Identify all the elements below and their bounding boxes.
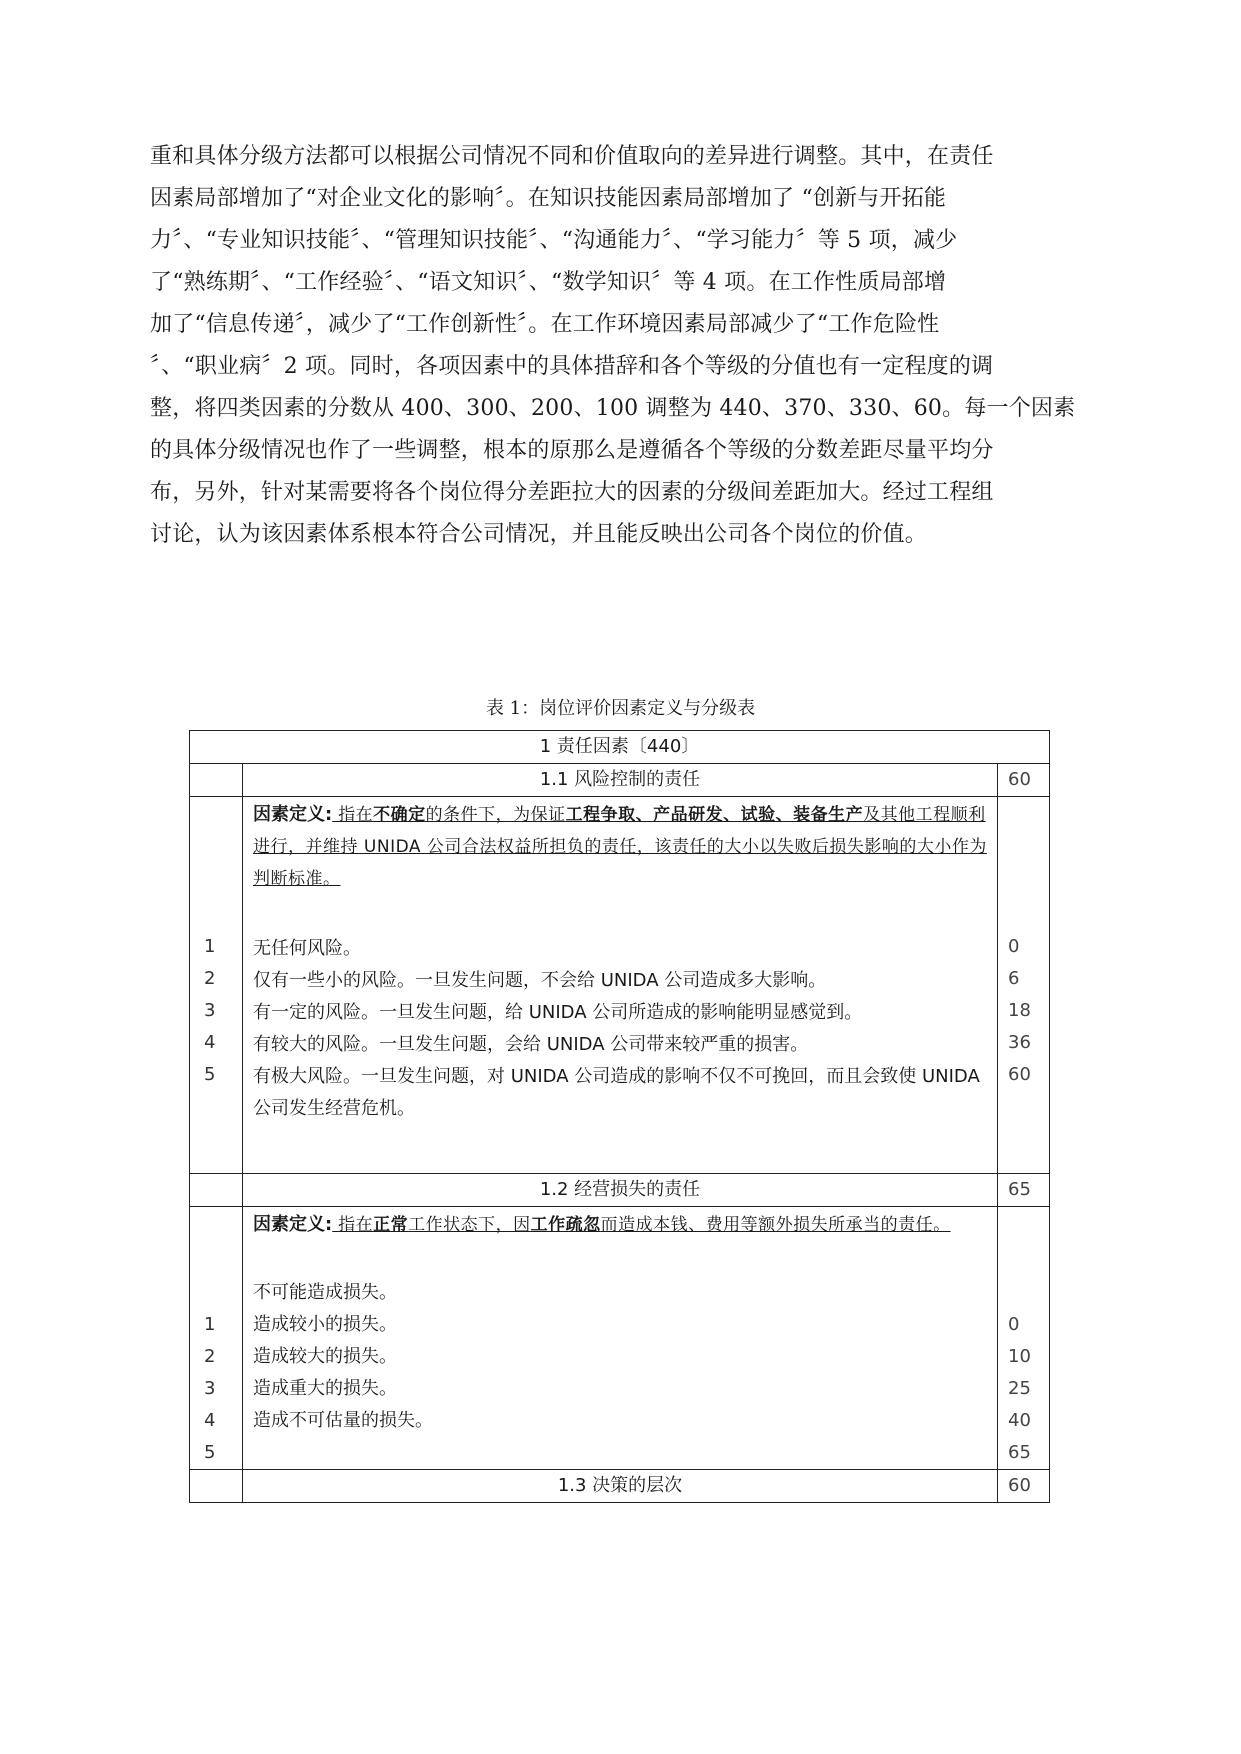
subfactor-header-row — [190, 764, 1050, 797]
definition-text: 而造成本钱、费用等额外损失所承当的责任。 — [600, 1215, 951, 1235]
paragraph-line: 力〞、“专业知识技能〞、“管理知识技能〞、“沟通能力〞、“学习能力〞等 5 项，减少 — [150, 228, 958, 253]
level-number: 3 — [204, 1000, 216, 1021]
definition-text: 指在 — [338, 1215, 374, 1235]
score-column — [998, 1207, 1050, 1470]
definition-label: 因素定义: — [253, 1214, 333, 1235]
level-column — [190, 797, 243, 1174]
level-number: 5 — [204, 1442, 216, 1463]
definition-keyword: 不确定 — [373, 805, 426, 825]
factor-definition — [243, 1207, 997, 1241]
paragraph-line: 〞、“职业病〞2 项。同时，各项因素中的具体措辞和各个等级的分值也有一定程度的调 — [150, 354, 994, 379]
level-score: 0 — [1008, 1314, 1020, 1335]
subfactor-points: 60 — [998, 764, 1050, 797]
level-number: 3 — [204, 1378, 216, 1399]
level-number: 4 — [204, 1410, 216, 1431]
level-number: 4 — [204, 1032, 216, 1053]
factor-definition — [243, 797, 997, 895]
level-column — [190, 1207, 243, 1470]
paragraph-line: 的具体分级情况也作了一些调整，根本的原那么是遵循各个等级的分数差距尽量平均分 — [150, 438, 994, 463]
level-score: 40 — [1008, 1410, 1031, 1431]
level-description: 仅有一些小的风险。一旦发生问题，不会给 UNIDA 公司造成多大影响。 — [253, 970, 827, 991]
description-column — [243, 1207, 998, 1470]
definition-text: 及其他工程顺利进行，并维持 UNIDA 公司合法权益所担负的责任，该责任的大小以失败后损失影响的大小作为判断标准。 — [253, 805, 987, 889]
level-score: 25 — [1008, 1378, 1031, 1399]
level-description: 造成较大的损失。 — [253, 1346, 397, 1367]
definition-label: 因素定义: — [253, 804, 333, 825]
level-score: 6 — [1008, 968, 1020, 989]
subfactor-points: 60 — [998, 1470, 1050, 1503]
level-description: 不可能造成损失。 — [253, 1282, 397, 1303]
paragraph-line: 布，另外，针对某需要将各个岗位得分差距拉大的因素的分级间差距加大。经过工程组 — [150, 480, 994, 505]
level-score: 10 — [1008, 1346, 1031, 1367]
paragraph-line: 重和具体分级方法都可以根据公司情况不同和价值取向的差异进行调整。其中，在责任 — [150, 144, 994, 169]
definition-keyword: 正常 — [373, 1215, 409, 1235]
empty-cell — [190, 1174, 243, 1207]
paragraph-line: 加了“信息传递〞，减少了“工作创新性〞。在工作环境因素局部减少了“工作危险性 — [150, 312, 940, 337]
subfactor-title: 1.2 经营损失的责任 — [243, 1174, 998, 1207]
subfactor-header-row — [190, 1174, 1050, 1207]
level-description: 造成不可估量的损失。 — [253, 1410, 433, 1431]
level-description: 有极大风险。一旦发生问题，对 UNIDA 公司造成的影响不仅不可挽回，而且会致使 UNIDA 公司发生经营危机。 — [253, 1066, 980, 1119]
factor-table — [189, 730, 1050, 1503]
subfactor-title: 1.1 风险控制的责任 — [243, 764, 998, 797]
level-number: 2 — [204, 968, 216, 989]
level-number: 5 — [204, 1064, 216, 1085]
definition-text: 工作状态下，因 — [408, 1215, 531, 1235]
level-score: 0 — [1008, 936, 1020, 957]
section-title: 1 责任因素〔440〕 — [190, 731, 1050, 764]
paragraph-line: 整，将四类因素的分数从 400、300、200、100 调整为 440、370、330、60。每一个因素 — [150, 396, 1076, 421]
level-description: 有一定的风险。一旦发生问题，给 UNIDA 公司所造成的影响能明显感觉到。 — [253, 1002, 863, 1023]
level-description: 无任何风险。 — [253, 938, 361, 959]
section-header-row — [190, 731, 1050, 764]
definition-text: 指在 — [338, 805, 374, 825]
level-number: 1 — [204, 1314, 216, 1335]
level-number: 2 — [204, 1346, 216, 1367]
description-column — [243, 797, 998, 1174]
empty-cell — [190, 764, 243, 797]
subfactor-points: 65 — [998, 1174, 1050, 1207]
subfactor-body-row — [190, 1207, 1050, 1470]
level-score: 65 — [1008, 1442, 1031, 1463]
level-description: 造成重大的损失。 — [253, 1378, 397, 1399]
paragraph-line: 了“熟练期〞、“工作经验〞、“语文知识〞、“数学知识〞等 4 项。在工作性质局部增 — [150, 270, 947, 295]
definition-keyword: 工程争取、产品研发、试验、装备生产 — [565, 805, 864, 825]
definition-text: 的条件下，为保证 — [425, 805, 566, 825]
empty-cell — [190, 1470, 243, 1503]
level-score: 18 — [1008, 1000, 1031, 1021]
score-column — [998, 797, 1050, 1174]
level-score: 36 — [1008, 1032, 1031, 1053]
level-score: 60 — [1008, 1064, 1031, 1085]
level-description: 有较大的风险。一旦发生问题，会给 UNIDA 公司带来较严重的损害。 — [253, 1034, 809, 1055]
subfactor-header-row — [190, 1470, 1050, 1503]
definition-keyword: 工作疏忽 — [530, 1215, 601, 1235]
level-number: 1 — [204, 936, 216, 957]
table-caption: 表 1：岗位评价因素定义与分级表 — [485, 698, 756, 719]
subfactor-title: 1.3 决策的层次 — [243, 1470, 998, 1503]
level-description: 造成较小的损失。 — [253, 1314, 397, 1335]
paragraph-line: 因素局部增加了“对企业文化的影响〞。在知识技能因素局部增加了 “创新与开拓能 — [150, 186, 947, 211]
paragraph-line: 讨论，认为该因素体系根本符合公司情况，并且能反映出公司各个岗位的价值。 — [150, 522, 928, 547]
subfactor-body-row — [190, 797, 1050, 1174]
